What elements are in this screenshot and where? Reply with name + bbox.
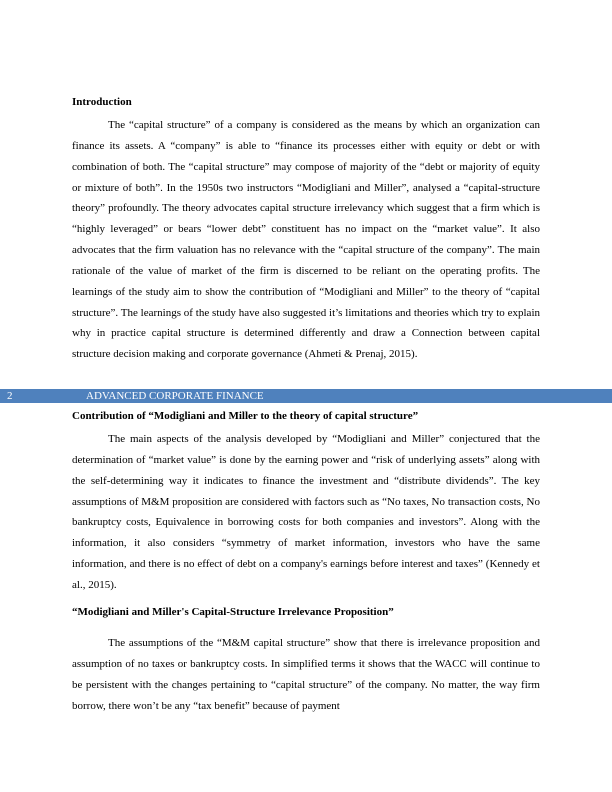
running-head-title: ADVANCED CORPORATE FINANCE	[86, 390, 264, 402]
introduction-section	[72, 95, 540, 365]
irrelevance-proposition-section	[72, 605, 540, 716]
irrelevance-proposition-heading: “Modigliani and Miller's Capital-Structure Irrelevance Proposition”	[72, 606, 394, 618]
mm-contribution-paragraph: The main aspects of the analysis developed by “Modigliani and Miller” conjectured that the determination of “market value” is done by the earning power and “risk of underlying assets” along with the self-determining way it indicates to finance the investment and “distribute dividends”. The key assumptions of M&M proposition are considered with factors such as “No taxes, No transaction costs, No bankruptcy costs, Equivalence in borrowing costs for both companies and investors”. Along with the information, it also considers “symmetry of market information, investors who have the same information, and there is no effect of debt on a company's earnings before interest and taxes” (Kennedy et al., 2015).	[72, 433, 540, 591]
introduction-paragraph: The “capital structure” of a company is considered as the means by which an organization can finance its assets. A “company” is able to “finance its processes either with equity or debt or with combination of both. The “capital structure” may compose of majority of the “debt or majority of equity or mixture of both”. In the 1950s two instructors “Modigliani and Miller”, analysed a “capital-structure theory” profoundly. The theory advocates capital structure irrelevancy which suggest that a firm which is “highly leveraged” or bears “lower debt” constituent has no impact on the “market value”. It also advocates that the firm valuation has no relevance with the “capital structure of the company”. The main rationale of the value of market of the firm is discerned to be reliant on the operating profits. The learnings of the study aim to show the contribution of “Modigliani and Miller” to the theory of “capital structure”. The learnings of the study have also suggested it’s limitations and theories which try to explain why in practice capital structure is determined differently and draw a Connection between capital structure decision making and corporate governance (Ahmeti & Prenaj, 2015).	[72, 119, 540, 361]
introduction-heading: Introduction	[72, 96, 132, 108]
mm-contribution-heading: Contribution of “Modigliani and Miller to the theory of capital structure”	[72, 410, 419, 422]
irrelevance-proposition-paragraph: The assumptions of the “M&M capital structure” show that there is irrelevance proposition and assumption of no taxes or bankruptcy costs. In simplified terms it shows that the WACC will continue to be persistent with the changes pertaining to “capital structure” of the company. No matter, the way firm borrow, there won’t be any “tax benefit” because of payment	[72, 637, 540, 712]
mm-contribution-section	[72, 409, 540, 596]
page-number: 2	[7, 390, 13, 402]
page-header-band	[0, 389, 612, 403]
